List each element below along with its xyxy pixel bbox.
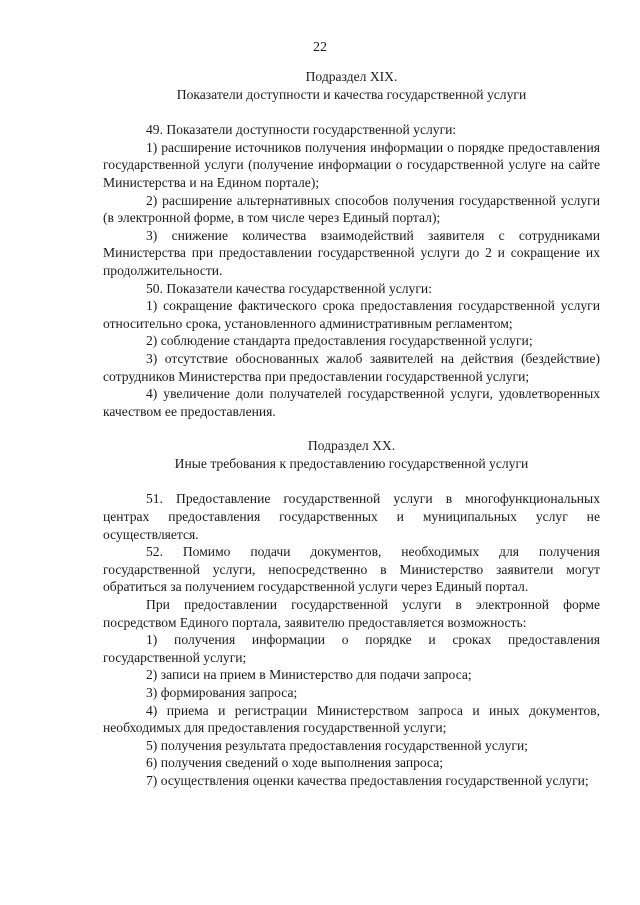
paragraph-52: 52. Помимо подачи документов, необходимых для получения государственной услуги, непосредственно в Министерство заявители могут обратиться за получением государственной услуги через Единый портал. <box>103 544 600 595</box>
document-body <box>103 68 600 790</box>
list-item: 3) снижение количества взаимодействий заявителя с сотрудниками Министерства при предоставлении государственной услуги до 2 и сокращение их продолжительности. <box>103 227 600 278</box>
list-item: 2) расширение альтернативных способов получения государственной услуги (в электронной форме, в том числе через Единый портал); <box>103 192 600 226</box>
list-item: 6) получения сведений о ходе выполнения запроса; <box>146 755 444 771</box>
subsection-19-title: Подраздел XIX. <box>305 69 398 84</box>
page-number: 22 <box>313 40 327 55</box>
list-item: 3) отсутствие обоснованных жалоб заявителей на действия (бездействие) сотрудников Министерства при предоставлении государственной услуги; <box>103 350 600 384</box>
list-item: 1) сокращение фактического срока предоставления государственной услуги относительно срока, установленного административным регламентом; <box>103 298 600 331</box>
list-item: 4) увеличение доли получателей государственной услуги, удовлетворенных качеством ее предоставления. <box>103 386 600 419</box>
subsection-20-subtitle: Иные требования к предоставлению государственной услуги <box>174 455 529 471</box>
paragraph-electronic-form: При предоставлении государственной услуги в электронной форме посредством Единого портала, заявителю предоставляется возможность: <box>103 597 600 630</box>
paragraph-50: 50. Показатели качества государственной услуги: <box>146 280 432 296</box>
paragraph-49: 49. Показатели доступности государственной услуги: <box>146 122 457 138</box>
subsection-20-title: Подраздел XX. <box>307 438 396 454</box>
list-item: 1) получения информации о порядке и сроках предоставления государственной услуги; <box>103 632 600 665</box>
list-item: 2) записи на прием в Министерство для подачи запроса; <box>146 667 472 683</box>
list-item: 4) приема и регистрации Министерством запроса и иных документов, необходимых для предоставления государственной услуги; <box>103 702 600 736</box>
list-item: 7) осуществления оценки качества предоставления государственной услуги; <box>146 772 589 788</box>
subsection-19-subtitle: Показатели доступности и качества государственной услуги <box>176 86 527 102</box>
list-item: 1) расширение источников получения информации о порядке предоставления государственной услуги (получение информации о государственной услуге на сайте Министерства и на Едином портале); <box>103 139 600 190</box>
paragraph-51: 51. Предоставление государственной услуги в многофункциональных центрах предоставления государственных и муниципальных услуг не осуществляется. <box>103 491 600 542</box>
list-item: 5) получения результата предоставления государственной услуги; <box>146 737 529 753</box>
list-item: 2) соблюдение стандарта предоставления государственной услуги; <box>146 333 533 349</box>
list-item: 3) формирования запроса; <box>146 685 298 700</box>
